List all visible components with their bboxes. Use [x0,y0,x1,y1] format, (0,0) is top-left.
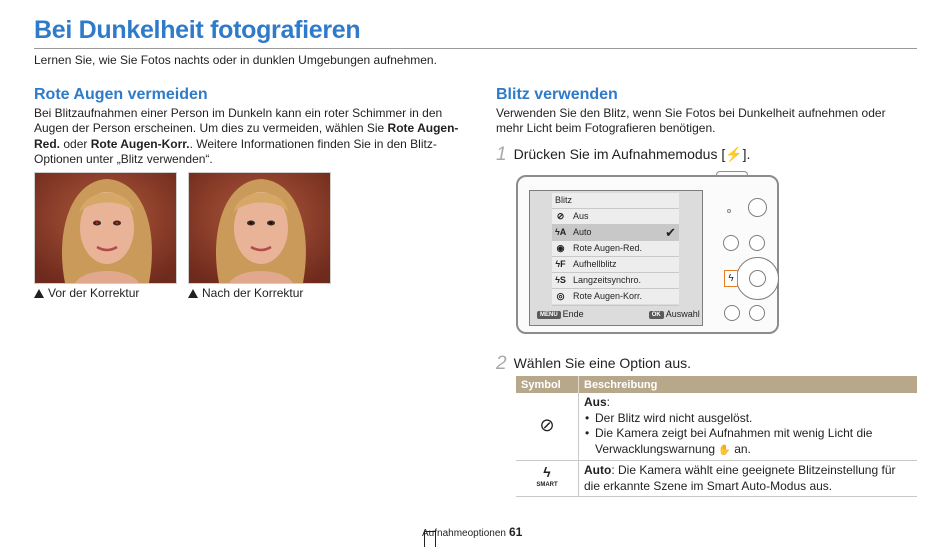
bullet [595,411,912,427]
step-1 [496,144,750,166]
col-symbol-header: Symbol [516,376,579,393]
step-text: Wählen Sie eine Option aus. [513,355,692,371]
menu-item-label: Rote Augen-Red. [573,243,643,253]
menu-item-red-eye-fix[interactable] [552,288,679,306]
page-number: 61 [508,525,523,539]
caption-text: Vor der Korrektur [48,286,140,300]
ok-key-icon: OK [649,311,664,319]
shake-warning-icon: ✋ [718,444,731,456]
camera-button-right[interactable] [749,235,765,251]
menu-item-auto[interactable] [552,224,679,241]
caption-before [34,286,139,300]
flash-smart-icon [516,461,579,497]
bullet-text: Der Blitz wird nicht ausgelöst. [595,410,753,425]
step-text-end: ]. [742,146,751,162]
step-number: 2 [496,353,507,374]
red-eye-paragraph [34,106,464,167]
bullet-text: an. [730,441,751,456]
red-eye-icon: ◉ [556,243,565,253]
step-text: Drücken Sie im Aufnahmemodus [ [513,146,726,162]
caption-text: Nach der Korrektur [202,286,304,300]
camera-dial-center[interactable] [749,270,766,287]
symbol-glyph: ϟ [543,463,551,480]
desc-cell: Aus: • Der Blitz wird nicht ausgelöst. • Die Kamera zeigt bei Aufnahmen mit wenig Licht die Verwacklungswarnung ✋ an. [579,393,918,461]
footer-exit-label: Ende [562,309,584,319]
portrait-after-image [189,173,330,283]
menu-item-fill-in[interactable] [552,256,679,273]
portrait-before-image [35,173,176,283]
flash-options-table [516,376,917,497]
flash-off-icon: ⊘ [556,211,565,221]
para-text: Bei Blitzaufnahmen einer Person im Dunkeln kann ein roter Schimmer in den Augen der Person erscheinen. Um dies zu vermeiden, wählen Sie [34,106,443,136]
heading-red-eye: Rote Augen vermeiden [34,86,208,103]
footer-section: Aufnahmeoptionen [422,528,506,539]
camera-button-bottom-left[interactable] [724,305,740,321]
table-header-row [516,376,917,393]
camera-button-left[interactable] [723,235,739,251]
symbol-sub: SMART [536,481,558,488]
title-rule [34,48,917,49]
option-text: : Die Kamera wählt eine geeignete Blitzeinstellung für die erkannte Szene im Smart Auto-Modus aus. [584,463,896,493]
menu-item-label: Aufhellblitz [573,259,617,269]
menu-item-slow-sync[interactable] [552,272,679,289]
flash-off-icon [516,393,579,461]
heading-flash: Blitz verwenden [496,86,618,103]
flash-auto-icon: ϟA [555,227,567,237]
triangle-icon [188,289,198,298]
menu-item-aus[interactable] [552,208,679,225]
col-desc-header: Beschreibung [579,376,918,393]
page-title: Bei Dunkelheit fotografieren [34,16,361,44]
menu-item-label: Aus [573,211,589,221]
para-text: . Weitere Informationen finden Sie in den Blitz-Optionen unter „Blitz verwenden“. [34,136,437,166]
caption-after [188,286,303,300]
symbol-glyph: ⊘ [539,414,555,435]
bullet-text: Die Kamera zeigt bei Aufnahmen mit wenig Licht die Verwacklungswarnung [595,426,873,456]
para-text: oder [60,136,91,151]
para-bold: Rote Augen-Korr. [90,136,190,151]
menu-item-label: Rote Augen-Korr. [573,291,643,301]
step-number: 1 [496,144,507,165]
red-eye-fix-icon: ◎ [556,291,565,301]
triangle-icon [34,289,44,298]
footer-select-label: Auswahl [665,309,700,319]
flash-menu-title: Blitz [555,195,573,205]
page-subtitle: Lernen Sie, wie Sie Fotos nachts oder in dunklen Umgebungen aufnehmen. [34,53,437,67]
menu-item-label: Langzeitsynchro. [573,275,642,285]
fill-in-flash-icon: ϟF [555,259,566,269]
menu-key-icon: MENU [537,311,561,319]
check-icon: ✔ [665,225,676,240]
option-bullets [584,411,912,459]
menu-item-label: Auto [573,227,592,237]
flash-intro: Verwenden Sie den Blitz, wenn Sie Fotos bei Dunkelheit aufnehmen oder mehr Licht beim Fotografieren benötigen. [496,106,886,136]
screen-footer [537,309,700,319]
camera-button-bottom-right[interactable] [749,305,765,321]
menu-item-red-eye-red[interactable] [552,240,679,257]
slow-sync-icon: ϟS [555,275,566,285]
option-title: Auto [584,463,612,477]
desc-cell [579,461,918,497]
flash-button-highlight[interactable]: ϟ [724,270,738,287]
photo-before [34,172,177,284]
para-bold: Rote Augen-Red. [34,121,459,151]
flash-icon: ⚡ [725,146,743,162]
indicator-lamp [727,209,731,213]
page-footer [422,525,522,539]
bullet [595,426,912,458]
table-row [516,461,917,497]
step-2 [496,353,691,375]
photo-after [188,172,331,284]
table-row [516,393,917,461]
option-title: Aus [584,395,607,409]
camera-button-top[interactable] [748,198,767,217]
